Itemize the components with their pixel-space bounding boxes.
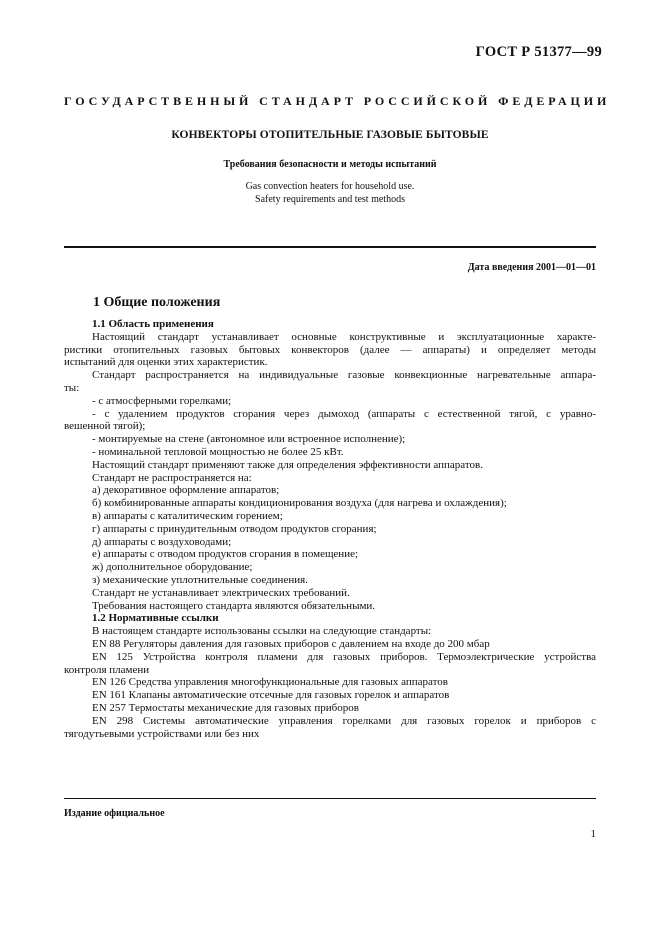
text-line: испытаний для оценки этих характеристик.: [64, 356, 268, 369]
text-line: EN 161 Клапаны автоматические отсечные для газовых горелок и аппаратов: [92, 689, 450, 702]
english-title-line-1: Gas convection heaters for household use.: [245, 181, 415, 192]
text-line: г) аппараты с принудительным отводом продуктов сгорания;: [92, 522, 377, 535]
text-line: - монтируемые на стене (автономное или встроенное исполнение);: [92, 433, 406, 446]
text-line: ты:: [64, 381, 80, 394]
text-line: е) аппараты с отводом продуктов сгорания в помещение;: [92, 548, 359, 561]
text-line: - с удалением продуктов сгорания через дымоход (аппараты с естественной тягой, с уравно-: [92, 407, 596, 420]
document-subtitle: Требования безопасности и методы испытаний: [223, 159, 437, 170]
text-line: Стандарт не устанавливает электрических требований.: [92, 586, 350, 599]
text-line: а) декоративное оформление аппаратов;: [92, 484, 280, 497]
subsection-heading: 1.2 Нормативные ссылки: [92, 612, 219, 625]
text-line: контроля пламени: [64, 663, 150, 676]
text-line: Стандарт распространяется на индивидуальные газовые конвекционные нагревательные аппара-: [92, 369, 596, 382]
text-line: з) механические уплотнительные соединения.: [92, 573, 308, 586]
english-title-line-2: Safety requirements and test methods: [255, 194, 405, 205]
text-line: Требования настоящего стандарта являются обязательными.: [92, 599, 376, 612]
text-line: EN 125 Устройства контроля пламени для газовых приборов. Термоэлектрические устройства: [92, 650, 596, 663]
document-code: ГОСТ Р 51377—99: [475, 44, 602, 60]
text-line: ристики отопительных газовых бытовых конвекторов (далее — аппараты) и определяет методы: [64, 343, 596, 356]
text-line: EN 257 Термостаты механические для газовых приборов: [92, 701, 359, 714]
text-line: EN 126 Средства управления многофункциональные для газовых аппаратов: [92, 676, 448, 689]
document-title: КОНВЕКТОРЫ ОТОПИТЕЛЬНЫЕ ГАЗОВЫЕ БЫТОВЫЕ: [171, 129, 489, 141]
text-line: д) аппараты с воздуховодами;: [92, 535, 232, 548]
text-line: в) аппараты с каталитическим горением;: [92, 509, 283, 522]
text-line: - с атмосферными горелками;: [92, 394, 232, 407]
text-line: вешенной тягой);: [64, 420, 146, 433]
edition-label: Издание официальное: [64, 808, 165, 819]
footer-divider: [64, 798, 596, 799]
page-number: 1: [590, 828, 596, 840]
text-line: тягодутьевыми устройствами или без них: [64, 727, 260, 740]
text-line: - номинальной тепловой мощностью не более 25 кВт.: [92, 445, 344, 458]
section-title: 1 Общие положения: [93, 295, 221, 310]
text-line: В настоящем стандарте использованы ссылки на следующие стандарты:: [92, 625, 432, 638]
state-standard-heading: ГОСУДАРСТВЕННЫЙ СТАНДАРТ РОССИЙСКОЙ ФЕДЕРАЦИИ: [64, 94, 611, 108]
header-divider: [64, 246, 596, 248]
text-line: б) комбинированные аппараты кондиционирования воздуха (для нагрева и охлаждения);: [92, 497, 507, 510]
subsection-heading: 1.1 Область применения: [92, 318, 214, 330]
text-line: ж) дополнительное оборудование;: [92, 561, 253, 574]
text-line: EN 88 Регуляторы давления для газовых приборов с давлением на входе до 200 мбар: [92, 637, 490, 650]
introduction-date: Дата введения 2001—01—01: [467, 262, 596, 273]
text-line: Настоящий стандарт применяют также для определения эффективности аппаратов.: [92, 458, 483, 471]
body-text: [64, 318, 596, 740]
text-line: Стандарт не распространяется на:: [92, 471, 252, 484]
text-line: EN 298 Системы автоматические управления горелками для газовых горелок и приборов с: [92, 714, 596, 727]
text-line: Настоящий стандарт устанавливает основные конструктивные и эксплуатационные характе-: [92, 330, 596, 343]
